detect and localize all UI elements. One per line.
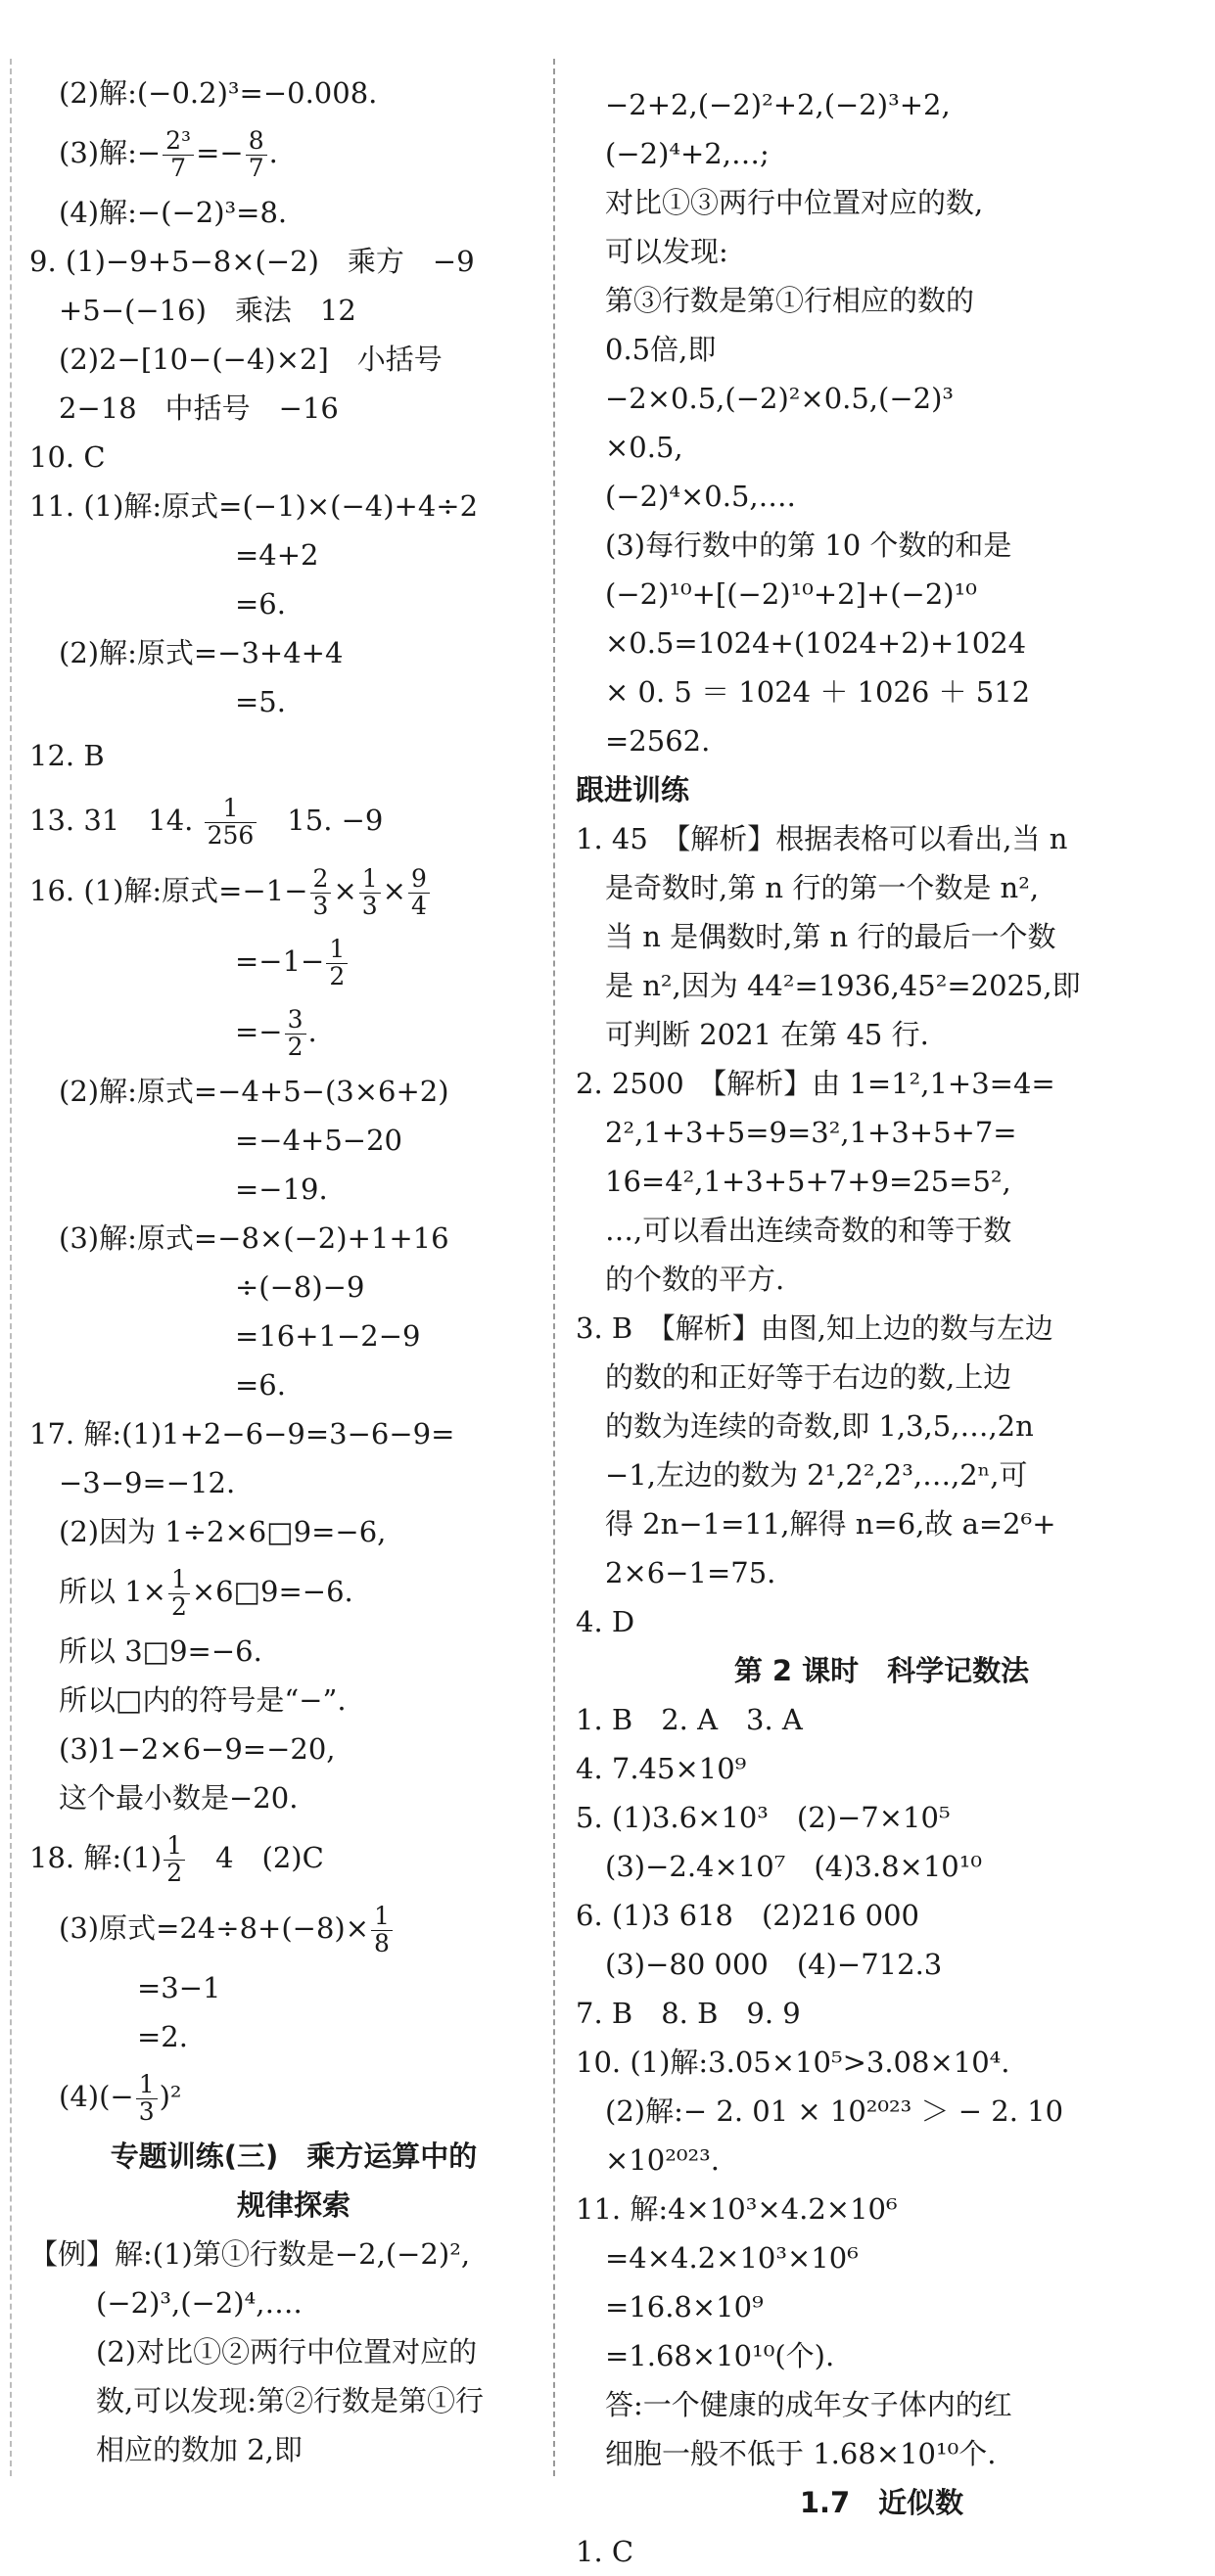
- line-r29: 得 2n−1=11,解得 n=6,故 a=2⁶+: [605, 1507, 1056, 1541]
- line-r35: 5. (1)3.6×10³ (2)−7×10⁵: [576, 1801, 951, 1834]
- line-r38: (3)−80 000 (4)−712.3: [605, 1948, 943, 1981]
- line-r37: 6. (1)3 618 (2)216 000: [576, 1899, 919, 1932]
- fraction: [359, 866, 381, 919]
- line-r33: 1. B 2. A 3. A: [576, 1703, 803, 1736]
- line-r25: 3. B 【解析】由图,知上边的数与左边: [576, 1311, 1053, 1345]
- line-l18: (2)解:原式=−4+5−(3×6+2): [59, 1075, 449, 1108]
- line-l29: 所以 3□9=−6.: [59, 1634, 262, 1668]
- fraction: [285, 1007, 306, 1060]
- section-title-line2: 规律探索: [236, 2188, 350, 2222]
- fraction-numerator: 1: [168, 1567, 190, 1593]
- line-l41: (−2)³,(−2)⁴,….: [96, 2286, 303, 2320]
- line-r31: 4. D: [576, 1605, 635, 1638]
- line-l36: =2.: [137, 2020, 188, 2053]
- fraction-numerator: 1: [326, 937, 348, 963]
- line-r47: 答:一个健康的成年女子体内的红: [605, 2388, 1012, 2421]
- fraction-numerator: 9: [408, 866, 430, 893]
- fraction: [371, 1904, 393, 1956]
- line-r12: × 0. 5 ＝ 1024 ＋ 1026 ＋ 512: [605, 675, 1031, 709]
- line-l31: (3)1−2×6−9=−20,: [59, 1732, 336, 1766]
- fraction-numerator: 3: [285, 1007, 306, 1034]
- line-r0: −2+2,(−2)²+2,(−2)³+2,: [605, 88, 951, 121]
- line-r3: 可以发现:: [605, 235, 728, 268]
- line-r27: 的数为连续的奇数,即 1,3,5,…,2n: [605, 1409, 1034, 1443]
- fraction-numerator: 1: [136, 2072, 158, 2098]
- line-r16: 是奇数时,第 n 行的第一个数是 n²,: [605, 871, 1040, 904]
- line-r41: (2)解:− 2. 01 × 10²⁰²³ ＞ − 2. 10: [605, 2094, 1064, 2128]
- fraction-numerator: 1: [205, 796, 257, 822]
- line-l2: (4)解:−(−2)³=8.: [59, 196, 288, 229]
- section-title-line1: 专题训练(三) 乘方运算中的: [110, 2139, 478, 2173]
- fraction-numerator: 2: [310, 866, 332, 893]
- line-r22: 16=4²,1+3+5+7+9=25=5²,: [605, 1165, 1011, 1198]
- line-r45: =16.8×10⁹: [605, 2290, 764, 2323]
- right-column: [576, 80, 1188, 2576]
- line-l6: 2−18 中括号 −16: [59, 391, 339, 425]
- line-l16: =−1− $\frac{1}{2}$: [29, 926, 558, 996]
- line-l30: 所以□内的符号是“−”.: [59, 1683, 347, 1717]
- fraction-denominator: 2: [329, 961, 346, 990]
- fraction: [205, 796, 257, 849]
- fraction-denominator: 8: [374, 1928, 390, 1957]
- line-l22: ÷(−8)−9: [235, 1270, 365, 1304]
- line-l9: =4+2: [235, 538, 319, 572]
- line-r9: (3)每行数中的第 10 个数的和是: [605, 529, 1012, 562]
- section-heading-approximate: 1.7 近似数: [799, 2486, 964, 2519]
- line-l13: 12. B: [29, 739, 105, 772]
- line-l1: (3)解:− $\frac{\text{2³}}{7}$ =− $\frac{8}{7}$ .: [59, 126, 278, 182]
- line-r2: 对比①③两行中位置对应的数,: [605, 186, 984, 219]
- line-r11: ×0.5=1024+(1024+2)+1024: [605, 626, 1027, 660]
- line-l10: =6.: [235, 587, 286, 621]
- fraction-denominator: 2: [166, 1858, 183, 1887]
- line-r4: 第③行数是第①行相应的数的: [605, 284, 975, 317]
- fraction: [164, 1833, 185, 1886]
- line-l37: (4)(− $\frac{1}{3}$ )²: [59, 2070, 182, 2126]
- line-l21: (3)解:原式=−8×(−2)+1+16: [59, 1221, 449, 1255]
- fraction: [310, 866, 332, 919]
- line-r10: (−2)¹⁰+[(−2)¹⁰+2]+(−2)¹⁰: [605, 577, 977, 611]
- fraction-denominator: 4: [410, 891, 427, 920]
- line-l33: 18. 解:(1) $\frac{1}{2}$ 4 (2)C: [29, 1831, 324, 1887]
- line-l0: (2)解:(−0.2)³=−0.008.: [59, 76, 378, 110]
- line-r8: (−2)⁴×0.5,….: [605, 480, 796, 513]
- line-r24: 的个数的平方.: [605, 1263, 785, 1296]
- fraction-numerator: 1: [371, 1904, 393, 1930]
- line-r48: 细胞一般不低于 1.68×10¹⁰个.: [605, 2437, 997, 2470]
- fraction: [163, 128, 194, 181]
- line-l27: (2)因为 1÷2×6□9=−6,: [59, 1515, 387, 1548]
- line-r34: 4. 7.45×10⁹: [576, 1752, 747, 1785]
- line-r28: −1,左边的数为 2¹,2²,2³,…,2ⁿ,可: [605, 1458, 1028, 1492]
- line-l11: (2)解:原式=−3+4+4: [59, 636, 344, 669]
- line-l26: −3−9=−12.: [59, 1466, 236, 1499]
- fraction: [246, 128, 267, 181]
- line-l8: 11. (1)解:原式=(−1)×(−4)+4÷2: [29, 489, 479, 523]
- line-l3: 9. (1)−9+5−8×(−2) 乘方 −9: [29, 245, 475, 278]
- line-r15: 1. 45 【解析】根据表格可以看出,当 n: [576, 822, 1068, 855]
- fraction-numerator: 1: [359, 866, 381, 893]
- line-r36: (3)−2.4×10⁷ (4)3.8×10¹⁰: [605, 1850, 982, 1883]
- left-edge-dashed-line: [10, 59, 12, 2476]
- line-l17: =− $\frac{3}{2}$ .: [235, 1005, 317, 1061]
- line-r43: 11. 解:4×10³×4.2×10⁶: [576, 2192, 898, 2226]
- line-r44: =4×4.2×10³×10⁶: [605, 2241, 859, 2275]
- fraction: [408, 866, 430, 919]
- fraction-numerator: 2³: [163, 128, 194, 155]
- line-l28: 所以 1× $\frac{1}{2}$ ×6□9=−6.: [59, 1565, 353, 1621]
- line-l44: 相应的数加 2,即: [96, 2433, 303, 2466]
- fraction: [136, 2072, 158, 2125]
- fraction-denominator: 7: [248, 153, 264, 182]
- line-r5: 0.5倍,即: [605, 333, 717, 366]
- line-l20: =−19.: [235, 1173, 328, 1206]
- fraction-denominator: 3: [361, 891, 378, 920]
- line-l43: 数,可以发现:第②行数是第①行: [96, 2384, 484, 2417]
- line-r30: 2×6−1=75.: [605, 1556, 776, 1589]
- line-r1: (−2)⁴+2,…;: [605, 137, 770, 170]
- section-heading-scientific-notation: 第 2 课时 科学记数法: [733, 1654, 1030, 1687]
- line-l7: 10. C: [29, 440, 106, 474]
- fraction-denominator: 2: [170, 1591, 187, 1621]
- line-r39: 7. B 8. B 9. 9: [576, 1997, 801, 2030]
- line-l25: 17. 解:(1)1+2−6−9=3−6−9=: [29, 1417, 455, 1450]
- line-r26: 的数的和正好等于右边的数,上边: [605, 1360, 1012, 1394]
- line-r20: 2. 2500 【解析】由 1=1²,1+3=4=: [576, 1067, 1055, 1100]
- line-l23: =16+1−2−9: [235, 1319, 421, 1353]
- line-r17: 当 n 是偶数时,第 n 行的最后一个数: [605, 920, 1056, 953]
- fraction: [168, 1567, 190, 1620]
- line-r6: −2×0.5,(−2)²×0.5,(−2)³: [605, 382, 955, 415]
- line-l34: (3)原式=24÷8+(−8)× $\frac{1}{8}$: [29, 1893, 558, 1963]
- fraction-numerator: 1: [164, 1833, 185, 1860]
- line-r40: 10. (1)解:3.05×10⁵>3.08×10⁴.: [576, 2046, 1010, 2079]
- line-r42: ×10²⁰²³.: [605, 2143, 720, 2177]
- fraction-denominator: 7: [170, 153, 187, 182]
- line-l12: =5.: [235, 685, 286, 718]
- fraction-denominator: 256: [207, 820, 255, 850]
- line-l24: =6.: [235, 1368, 286, 1402]
- line-r18: 是 n²,因为 44²=1936,45²=2025,即: [605, 969, 1081, 1002]
- line-l14: 13. 31 14. $\frac{1}{256}$ 15. −9: [29, 794, 384, 850]
- line-r7: ×0.5,: [605, 431, 683, 464]
- line-l15: 16. (1)解:原式=−1− $\frac{2}{3}$ × $\frac{1}{3}$ × $\frac{9}{4}$: [29, 855, 558, 926]
- line-l19: =−4+5−20: [235, 1124, 402, 1157]
- line-l32: 这个最小数是−20.: [59, 1781, 299, 1815]
- line-l42: (2)对比①②两行中位置对应的: [96, 2335, 478, 2369]
- line-l5: (2)2−[10−(−4)×2] 小括号: [59, 343, 443, 376]
- line-r13: =2562.: [605, 724, 711, 758]
- fraction-denominator: 2: [287, 1032, 304, 1061]
- line-r50: 1. C: [576, 2535, 634, 2568]
- line-l40: 【例】解:(1)第①行数是−2,(−2)²,: [29, 2237, 471, 2271]
- line-r23: …,可以看出连续奇数的和等于数: [605, 1214, 1012, 1247]
- line-l4: +5−(−16) 乘法 12: [59, 294, 356, 327]
- left-column: [29, 69, 558, 2474]
- line-r21: 2²,1+3+5=9=3²,1+3+5+7=: [605, 1116, 1017, 1149]
- fraction-numerator: 8: [246, 128, 267, 155]
- line-r46: =1.68×10¹⁰(个).: [605, 2339, 835, 2372]
- line-r19: 可判断 2021 在第 45 行.: [605, 1018, 929, 1051]
- fraction-denominator: 3: [312, 891, 329, 920]
- line-l35: =3−1: [137, 1971, 221, 2004]
- fraction-denominator: 3: [138, 2096, 155, 2126]
- section-heading-practice: 跟进训练: [576, 773, 690, 806]
- fraction: [326, 937, 348, 989]
